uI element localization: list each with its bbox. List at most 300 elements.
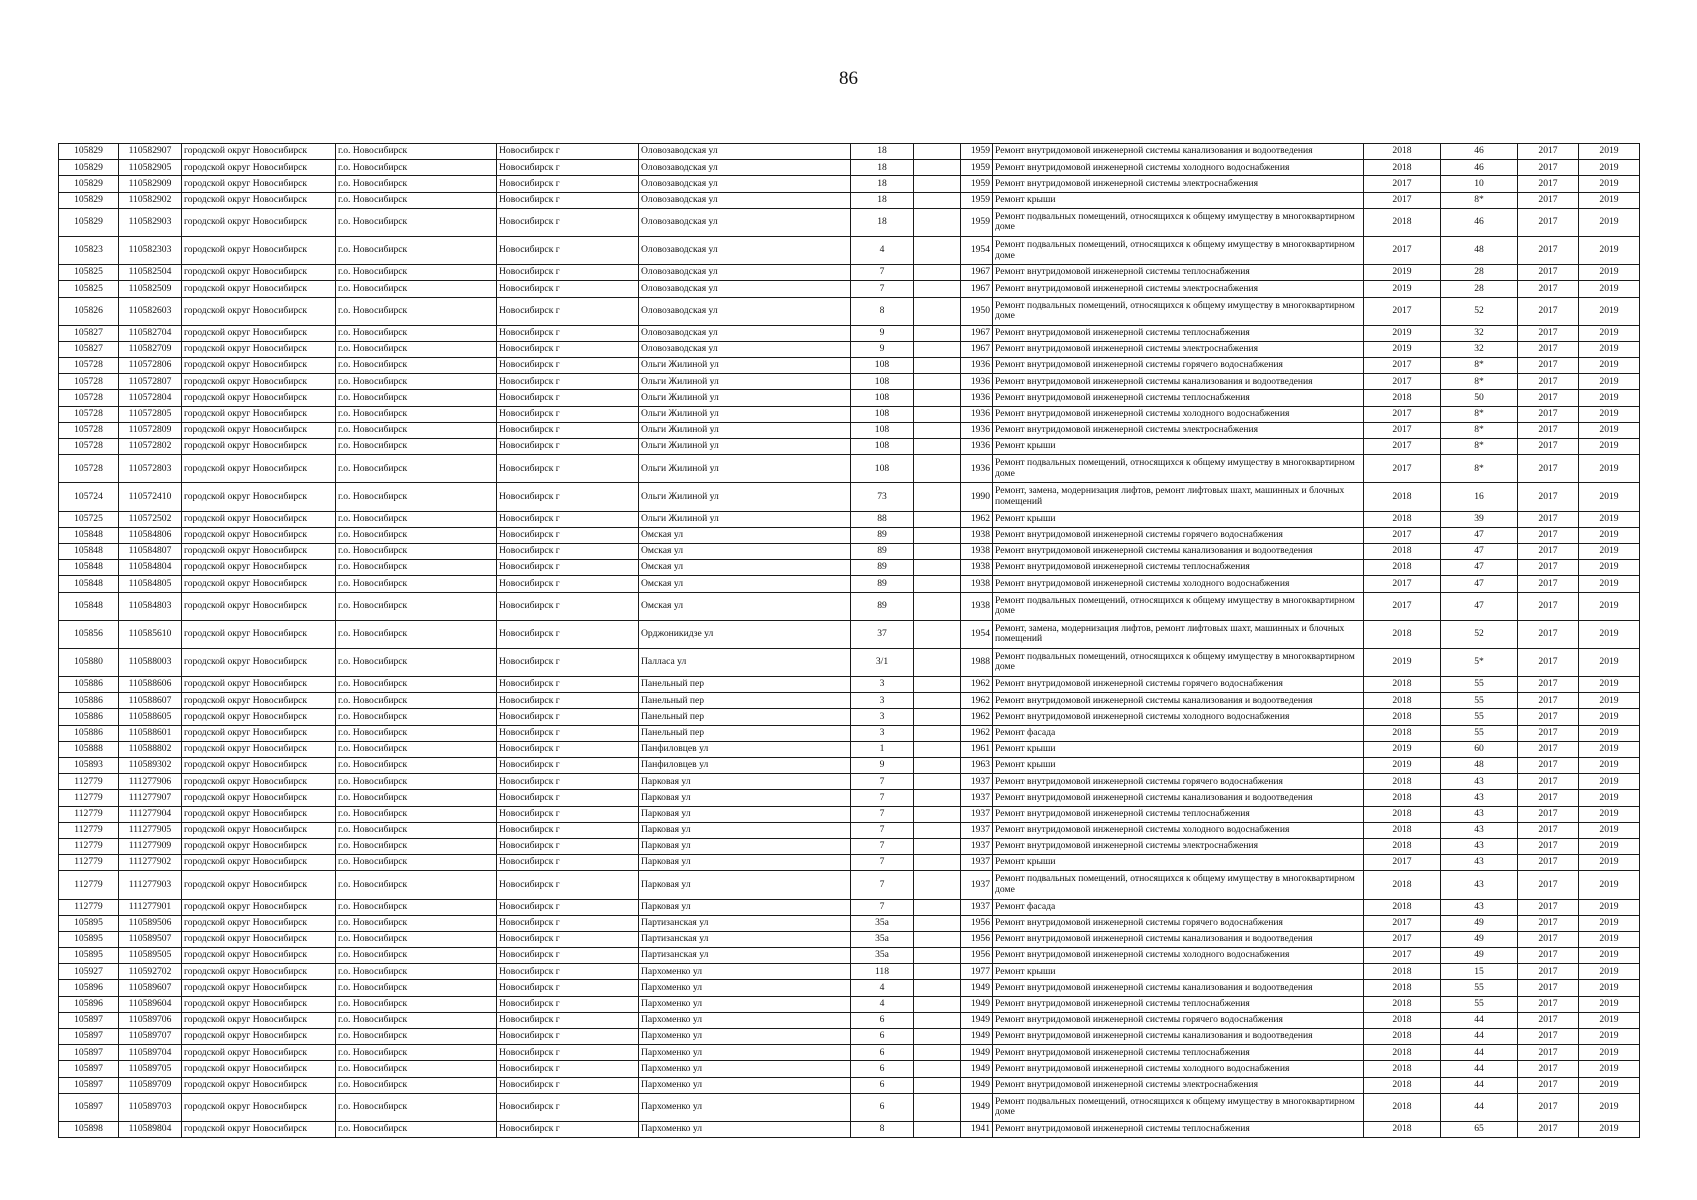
street-cell: Панельный пер bbox=[639, 709, 851, 725]
year-built-cell: 1967 bbox=[961, 341, 993, 357]
work-type-cell: Ремонт внутридомовой инженерной системы канализования и водоотведения bbox=[993, 374, 1364, 390]
work-type-cell: Ремонт подвальных помещений, относящихся к общему имуществу в многоквартирном доме bbox=[993, 871, 1364, 899]
house-id-cell: 105896 bbox=[59, 980, 119, 996]
wear-cell: 43 bbox=[1441, 855, 1518, 871]
building-cell bbox=[914, 236, 961, 264]
period-end-cell: 2019 bbox=[1579, 439, 1640, 455]
period-start-cell: 2017 bbox=[1518, 1077, 1579, 1093]
municipality-cell: г.о. Новосибирск bbox=[336, 390, 497, 406]
municipality-cell: г.о. Новосибирск bbox=[336, 915, 497, 931]
settlement-cell: Новосибирск г bbox=[497, 1077, 639, 1093]
district-cell: городской округ Новосибирск bbox=[182, 455, 336, 483]
table-row bbox=[59, 931, 1640, 947]
table-row bbox=[59, 915, 1640, 931]
table-row bbox=[59, 838, 1640, 854]
year-built-cell: 1937 bbox=[961, 806, 993, 822]
house-number-cell: 6 bbox=[851, 1029, 914, 1045]
street-cell: Пархоменко ул bbox=[639, 1093, 851, 1121]
period-end-cell: 2019 bbox=[1579, 758, 1640, 774]
settlement-cell: Новосибирск г bbox=[497, 855, 639, 871]
year-built-cell: 1941 bbox=[961, 1121, 993, 1137]
period-start-cell: 2017 bbox=[1518, 1045, 1579, 1061]
table-row bbox=[59, 677, 1640, 693]
wear-cell: 44 bbox=[1441, 1029, 1518, 1045]
municipality-cell: г.о. Новосибирск bbox=[336, 620, 497, 648]
table-row bbox=[59, 176, 1640, 192]
house-number-cell: 7 bbox=[851, 871, 914, 899]
municipality-cell: г.о. Новосибирск bbox=[336, 406, 497, 422]
code-cell: 110588601 bbox=[119, 725, 182, 741]
building-cell bbox=[914, 964, 961, 980]
year-built-cell: 1938 bbox=[961, 527, 993, 543]
wear-cell: 43 bbox=[1441, 806, 1518, 822]
district-cell: городской округ Новосибирск bbox=[182, 576, 336, 592]
period-start-cell: 2017 bbox=[1518, 406, 1579, 422]
plan-year-cell: 2017 bbox=[1364, 236, 1441, 264]
house-id-cell: 105897 bbox=[59, 1061, 119, 1077]
street-cell: Омская ул bbox=[639, 592, 851, 620]
wear-cell: 49 bbox=[1441, 948, 1518, 964]
period-start-cell: 2017 bbox=[1518, 160, 1579, 176]
table-row bbox=[59, 439, 1640, 455]
street-cell: Ольги Жилиной ул bbox=[639, 406, 851, 422]
municipality-cell: г.о. Новосибирск bbox=[336, 192, 497, 208]
work-type-cell: Ремонт крыши bbox=[993, 758, 1364, 774]
period-end-cell: 2019 bbox=[1579, 822, 1640, 838]
year-built-cell: 1949 bbox=[961, 1093, 993, 1121]
period-start-cell: 2017 bbox=[1518, 208, 1579, 236]
district-cell: городской округ Новосибирск bbox=[182, 483, 336, 511]
period-start-cell: 2017 bbox=[1518, 774, 1579, 790]
period-end-cell: 2019 bbox=[1579, 648, 1640, 676]
code-cell: 110589707 bbox=[119, 1029, 182, 1045]
street-cell: Оловозаводская ул bbox=[639, 144, 851, 160]
work-type-cell: Ремонт внутридомовой инженерной системы холодного водоснабжения bbox=[993, 1061, 1364, 1077]
period-end-cell: 2019 bbox=[1579, 560, 1640, 576]
table-row bbox=[59, 822, 1640, 838]
page-number: 86 bbox=[839, 68, 858, 89]
period-start-cell: 2017 bbox=[1518, 144, 1579, 160]
plan-year-cell: 2017 bbox=[1364, 948, 1441, 964]
period-end-cell: 2019 bbox=[1579, 1121, 1640, 1137]
settlement-cell: Новосибирск г bbox=[497, 483, 639, 511]
table-row bbox=[59, 144, 1640, 160]
building-cell bbox=[914, 511, 961, 527]
building-cell bbox=[914, 1093, 961, 1121]
plan-year-cell: 2017 bbox=[1364, 297, 1441, 325]
year-built-cell: 1937 bbox=[961, 855, 993, 871]
code-cell: 110584806 bbox=[119, 527, 182, 543]
district-cell: городской округ Новосибирск bbox=[182, 838, 336, 854]
period-end-cell: 2019 bbox=[1579, 592, 1640, 620]
district-cell: городской округ Новосибирск bbox=[182, 511, 336, 527]
building-cell bbox=[914, 297, 961, 325]
period-start-cell: 2017 bbox=[1518, 980, 1579, 996]
settlement-cell: Новосибирск г bbox=[497, 677, 639, 693]
wear-cell: 8* bbox=[1441, 406, 1518, 422]
house-number-cell: 108 bbox=[851, 406, 914, 422]
house-number-cell: 9 bbox=[851, 341, 914, 357]
period-end-cell: 2019 bbox=[1579, 341, 1640, 357]
period-end-cell: 2019 bbox=[1579, 208, 1640, 236]
building-cell bbox=[914, 374, 961, 390]
table-row bbox=[59, 948, 1640, 964]
house-id-cell: 105829 bbox=[59, 176, 119, 192]
district-cell: городской округ Новосибирск bbox=[182, 297, 336, 325]
plan-year-cell: 2017 bbox=[1364, 915, 1441, 931]
settlement-cell: Новосибирск г bbox=[497, 648, 639, 676]
wear-cell: 47 bbox=[1441, 560, 1518, 576]
year-built-cell: 1990 bbox=[961, 483, 993, 511]
work-type-cell: Ремонт крыши bbox=[993, 855, 1364, 871]
municipality-cell: г.о. Новосибирск bbox=[336, 576, 497, 592]
municipality-cell: г.о. Новосибирск bbox=[336, 871, 497, 899]
period-start-cell: 2017 bbox=[1518, 422, 1579, 438]
period-end-cell: 2019 bbox=[1579, 297, 1640, 325]
building-cell bbox=[914, 899, 961, 915]
building-cell bbox=[914, 620, 961, 648]
table-row bbox=[59, 483, 1640, 511]
year-built-cell: 1937 bbox=[961, 790, 993, 806]
municipality-cell: г.о. Новосибирск bbox=[336, 560, 497, 576]
wear-cell: 5* bbox=[1441, 648, 1518, 676]
table-row bbox=[59, 648, 1640, 676]
period-end-cell: 2019 bbox=[1579, 543, 1640, 559]
plan-year-cell: 2017 bbox=[1364, 176, 1441, 192]
year-built-cell: 1937 bbox=[961, 899, 993, 915]
table-row bbox=[59, 1077, 1640, 1093]
wear-cell: 48 bbox=[1441, 758, 1518, 774]
house-number-cell: 8 bbox=[851, 1121, 914, 1137]
house-id-cell: 105848 bbox=[59, 527, 119, 543]
code-cell: 110572803 bbox=[119, 455, 182, 483]
settlement-cell: Новосибирск г bbox=[497, 236, 639, 264]
year-built-cell: 1938 bbox=[961, 592, 993, 620]
table-row bbox=[59, 899, 1640, 915]
street-cell: Пархоменко ул bbox=[639, 1077, 851, 1093]
work-type-cell: Ремонт внутридомовой инженерной системы холодного водоснабжения bbox=[993, 576, 1364, 592]
year-built-cell: 1949 bbox=[961, 1077, 993, 1093]
settlement-cell: Новосибирск г bbox=[497, 208, 639, 236]
house-number-cell: 7 bbox=[851, 838, 914, 854]
code-cell: 111277907 bbox=[119, 790, 182, 806]
period-start-cell: 2017 bbox=[1518, 790, 1579, 806]
municipality-cell: г.о. Новосибирск bbox=[336, 790, 497, 806]
year-built-cell: 1962 bbox=[961, 511, 993, 527]
period-start-cell: 2017 bbox=[1518, 620, 1579, 648]
house-id-cell: 105895 bbox=[59, 915, 119, 931]
work-type-cell: Ремонт подвальных помещений, относящихся к общему имуществу в многоквартирном доме bbox=[993, 236, 1364, 264]
house-number-cell: 18 bbox=[851, 160, 914, 176]
settlement-cell: Новосибирск г bbox=[497, 144, 639, 160]
plan-year-cell: 2018 bbox=[1364, 1077, 1441, 1093]
settlement-cell: Новосибирск г bbox=[497, 1121, 639, 1137]
code-cell: 110572806 bbox=[119, 358, 182, 374]
plan-year-cell: 2019 bbox=[1364, 281, 1441, 297]
table-row bbox=[59, 560, 1640, 576]
code-cell: 110584804 bbox=[119, 560, 182, 576]
district-cell: городской округ Новосибирск bbox=[182, 192, 336, 208]
code-cell: 111277902 bbox=[119, 855, 182, 871]
year-built-cell: 1950 bbox=[961, 297, 993, 325]
code-cell: 110572802 bbox=[119, 439, 182, 455]
settlement-cell: Новосибирск г bbox=[497, 758, 639, 774]
house-number-cell: 4 bbox=[851, 236, 914, 264]
building-cell bbox=[914, 915, 961, 931]
period-end-cell: 2019 bbox=[1579, 1093, 1640, 1121]
wear-cell: 52 bbox=[1441, 620, 1518, 648]
wear-cell: 49 bbox=[1441, 915, 1518, 931]
plan-year-cell: 2018 bbox=[1364, 1093, 1441, 1121]
street-cell: Оловозаводская ул bbox=[639, 236, 851, 264]
district-cell: городской округ Новосибирск bbox=[182, 996, 336, 1012]
work-type-cell: Ремонт крыши bbox=[993, 439, 1364, 455]
plan-year-cell: 2018 bbox=[1364, 160, 1441, 176]
table-row bbox=[59, 160, 1640, 176]
district-cell: городской округ Новосибирск bbox=[182, 358, 336, 374]
work-type-cell: Ремонт внутридомовой инженерной системы электроснабжения bbox=[993, 1077, 1364, 1093]
municipality-cell: г.о. Новосибирск bbox=[336, 265, 497, 281]
municipality-cell: г.о. Новосибирск bbox=[336, 996, 497, 1012]
code-cell: 110592702 bbox=[119, 964, 182, 980]
street-cell: Омская ул bbox=[639, 576, 851, 592]
year-built-cell: 1936 bbox=[961, 455, 993, 483]
year-built-cell: 1959 bbox=[961, 192, 993, 208]
house-number-cell: 6 bbox=[851, 1045, 914, 1061]
work-type-cell: Ремонт подвальных помещений, относящихся к общему имуществу в многоквартирном доме bbox=[993, 592, 1364, 620]
plan-year-cell: 2018 bbox=[1364, 1029, 1441, 1045]
period-end-cell: 2019 bbox=[1579, 527, 1640, 543]
house-number-cell: 35а bbox=[851, 915, 914, 931]
street-cell: Партизанская ул bbox=[639, 948, 851, 964]
period-end-cell: 2019 bbox=[1579, 1012, 1640, 1028]
house-id-cell: 105728 bbox=[59, 455, 119, 483]
street-cell: Палласа ул bbox=[639, 648, 851, 676]
street-cell: Ольги Жилиной ул bbox=[639, 374, 851, 390]
period-start-cell: 2017 bbox=[1518, 648, 1579, 676]
year-built-cell: 1962 bbox=[961, 693, 993, 709]
year-built-cell: 1936 bbox=[961, 358, 993, 374]
plan-year-cell: 2018 bbox=[1364, 790, 1441, 806]
building-cell bbox=[914, 677, 961, 693]
house-id-cell: 105856 bbox=[59, 620, 119, 648]
settlement-cell: Новосибирск г bbox=[497, 838, 639, 854]
house-number-cell: 89 bbox=[851, 560, 914, 576]
settlement-cell: Новосибирск г bbox=[497, 980, 639, 996]
period-end-cell: 2019 bbox=[1579, 483, 1640, 511]
house-number-cell: 8 bbox=[851, 297, 914, 325]
district-cell: городской округ Новосибирск bbox=[182, 677, 336, 693]
year-built-cell: 1936 bbox=[961, 422, 993, 438]
period-start-cell: 2017 bbox=[1518, 899, 1579, 915]
building-cell bbox=[914, 160, 961, 176]
district-cell: городской округ Новосибирск bbox=[182, 325, 336, 341]
settlement-cell: Новосибирск г bbox=[497, 160, 639, 176]
code-cell: 110582509 bbox=[119, 281, 182, 297]
period-start-cell: 2017 bbox=[1518, 806, 1579, 822]
street-cell: Парковая ул bbox=[639, 806, 851, 822]
table-row bbox=[59, 325, 1640, 341]
year-built-cell: 1956 bbox=[961, 915, 993, 931]
work-type-cell: Ремонт крыши bbox=[993, 511, 1364, 527]
municipality-cell: г.о. Новосибирск bbox=[336, 281, 497, 297]
work-type-cell: Ремонт подвальных помещений, относящихся к общему имуществу в многоквартирном доме bbox=[993, 297, 1364, 325]
year-built-cell: 1959 bbox=[961, 160, 993, 176]
municipality-cell: г.о. Новосибирск bbox=[336, 980, 497, 996]
period-start-cell: 2017 bbox=[1518, 677, 1579, 693]
settlement-cell: Новосибирск г bbox=[497, 915, 639, 931]
wear-cell: 8* bbox=[1441, 358, 1518, 374]
plan-year-cell: 2018 bbox=[1364, 620, 1441, 648]
municipality-cell: г.о. Новосибирск bbox=[336, 422, 497, 438]
settlement-cell: Новосибирск г bbox=[497, 281, 639, 297]
street-cell: Омская ул bbox=[639, 560, 851, 576]
building-cell bbox=[914, 1012, 961, 1028]
house-id-cell: 105825 bbox=[59, 281, 119, 297]
building-cell bbox=[914, 838, 961, 854]
house-number-cell: 3/1 bbox=[851, 648, 914, 676]
municipality-cell: г.о. Новосибирск bbox=[336, 931, 497, 947]
municipality-cell: г.о. Новосибирск bbox=[336, 822, 497, 838]
house-id-cell: 112779 bbox=[59, 822, 119, 838]
period-start-cell: 2017 bbox=[1518, 325, 1579, 341]
building-cell bbox=[914, 709, 961, 725]
period-end-cell: 2019 bbox=[1579, 996, 1640, 1012]
year-built-cell: 1937 bbox=[961, 871, 993, 899]
house-number-cell: 18 bbox=[851, 208, 914, 236]
code-cell: 110589706 bbox=[119, 1012, 182, 1028]
plan-year-cell: 2018 bbox=[1364, 709, 1441, 725]
year-built-cell: 1959 bbox=[961, 144, 993, 160]
building-cell bbox=[914, 1029, 961, 1045]
wear-cell: 44 bbox=[1441, 1093, 1518, 1121]
code-cell: 111277903 bbox=[119, 871, 182, 899]
code-cell: 110582303 bbox=[119, 236, 182, 264]
table-row bbox=[59, 790, 1640, 806]
period-end-cell: 2019 bbox=[1579, 374, 1640, 390]
work-type-cell: Ремонт внутридомовой инженерной системы электроснабжения bbox=[993, 341, 1364, 357]
municipality-cell: г.о. Новосибирск bbox=[336, 709, 497, 725]
table-row bbox=[59, 620, 1640, 648]
year-built-cell: 1961 bbox=[961, 741, 993, 757]
house-id-cell: 105895 bbox=[59, 948, 119, 964]
table-row bbox=[59, 374, 1640, 390]
year-built-cell: 1956 bbox=[961, 931, 993, 947]
work-type-cell: Ремонт внутридомовой инженерной системы теплоснабжения bbox=[993, 1121, 1364, 1137]
street-cell: Оловозаводская ул bbox=[639, 325, 851, 341]
period-start-cell: 2017 bbox=[1518, 871, 1579, 899]
house-id-cell: 105848 bbox=[59, 576, 119, 592]
house-number-cell: 108 bbox=[851, 390, 914, 406]
municipality-cell: г.о. Новосибирск bbox=[336, 1061, 497, 1077]
year-built-cell: 1967 bbox=[961, 325, 993, 341]
settlement-cell: Новосибирск г bbox=[497, 790, 639, 806]
building-cell bbox=[914, 948, 961, 964]
plan-year-cell: 2018 bbox=[1364, 725, 1441, 741]
house-number-cell: 37 bbox=[851, 620, 914, 648]
house-number-cell: 7 bbox=[851, 281, 914, 297]
house-number-cell: 7 bbox=[851, 855, 914, 871]
period-start-cell: 2017 bbox=[1518, 358, 1579, 374]
wear-cell: 46 bbox=[1441, 160, 1518, 176]
code-cell: 110589506 bbox=[119, 915, 182, 931]
period-end-cell: 2019 bbox=[1579, 358, 1640, 374]
settlement-cell: Новосибирск г bbox=[497, 871, 639, 899]
district-cell: городской округ Новосибирск bbox=[182, 725, 336, 741]
district-cell: городской округ Новосибирск bbox=[182, 964, 336, 980]
settlement-cell: Новосибирск г bbox=[497, 358, 639, 374]
street-cell: Оловозаводская ул bbox=[639, 265, 851, 281]
district-cell: городской округ Новосибирск bbox=[182, 822, 336, 838]
table-row bbox=[59, 390, 1640, 406]
period-start-cell: 2017 bbox=[1518, 374, 1579, 390]
district-cell: городской округ Новосибирск bbox=[182, 281, 336, 297]
settlement-cell: Новосибирск г bbox=[497, 1061, 639, 1077]
table-row bbox=[59, 741, 1640, 757]
building-cell bbox=[914, 741, 961, 757]
settlement-cell: Новосибирск г bbox=[497, 592, 639, 620]
plan-year-cell: 2019 bbox=[1364, 325, 1441, 341]
street-cell: Панельный пер bbox=[639, 693, 851, 709]
street-cell: Оловозаводская ул bbox=[639, 281, 851, 297]
street-cell: Пархоменко ул bbox=[639, 964, 851, 980]
building-cell bbox=[914, 996, 961, 1012]
period-start-cell: 2017 bbox=[1518, 511, 1579, 527]
wear-cell: 39 bbox=[1441, 511, 1518, 527]
wear-cell: 43 bbox=[1441, 774, 1518, 790]
district-cell: городской округ Новосибирск bbox=[182, 774, 336, 790]
plan-year-cell: 2018 bbox=[1364, 483, 1441, 511]
wear-cell: 47 bbox=[1441, 576, 1518, 592]
period-end-cell: 2019 bbox=[1579, 281, 1640, 297]
wear-cell: 47 bbox=[1441, 527, 1518, 543]
wear-cell: 46 bbox=[1441, 144, 1518, 160]
house-number-cell: 6 bbox=[851, 1061, 914, 1077]
house-number-cell: 89 bbox=[851, 543, 914, 559]
street-cell: Панфиловцев ул bbox=[639, 741, 851, 757]
street-cell: Оловозаводская ул bbox=[639, 341, 851, 357]
district-cell: городской округ Новосибирск bbox=[182, 915, 336, 931]
district-cell: городской округ Новосибирск bbox=[182, 931, 336, 947]
municipality-cell: г.о. Новосибирск bbox=[336, 483, 497, 511]
building-cell bbox=[914, 806, 961, 822]
municipality-cell: г.о. Новосибирск bbox=[336, 948, 497, 964]
year-built-cell: 1937 bbox=[961, 822, 993, 838]
district-cell: городской округ Новосибирск bbox=[182, 422, 336, 438]
year-built-cell: 1959 bbox=[961, 208, 993, 236]
table-row bbox=[59, 806, 1640, 822]
building-cell bbox=[914, 592, 961, 620]
year-built-cell: 1949 bbox=[961, 980, 993, 996]
settlement-cell: Новосибирск г bbox=[497, 192, 639, 208]
work-type-cell: Ремонт внутридомовой инженерной системы горячего водоснабжения bbox=[993, 774, 1364, 790]
house-id-cell: 105898 bbox=[59, 1121, 119, 1137]
house-number-cell: 18 bbox=[851, 144, 914, 160]
period-end-cell: 2019 bbox=[1579, 422, 1640, 438]
house-id-cell: 105823 bbox=[59, 236, 119, 264]
wear-cell: 55 bbox=[1441, 725, 1518, 741]
wear-cell: 44 bbox=[1441, 1045, 1518, 1061]
year-built-cell: 1936 bbox=[961, 406, 993, 422]
wear-cell: 43 bbox=[1441, 838, 1518, 854]
period-start-cell: 2017 bbox=[1518, 176, 1579, 192]
wear-cell: 43 bbox=[1441, 790, 1518, 806]
table-row bbox=[59, 236, 1640, 264]
house-id-cell: 105728 bbox=[59, 390, 119, 406]
table-row bbox=[59, 576, 1640, 592]
period-end-cell: 2019 bbox=[1579, 709, 1640, 725]
code-cell: 110582905 bbox=[119, 160, 182, 176]
